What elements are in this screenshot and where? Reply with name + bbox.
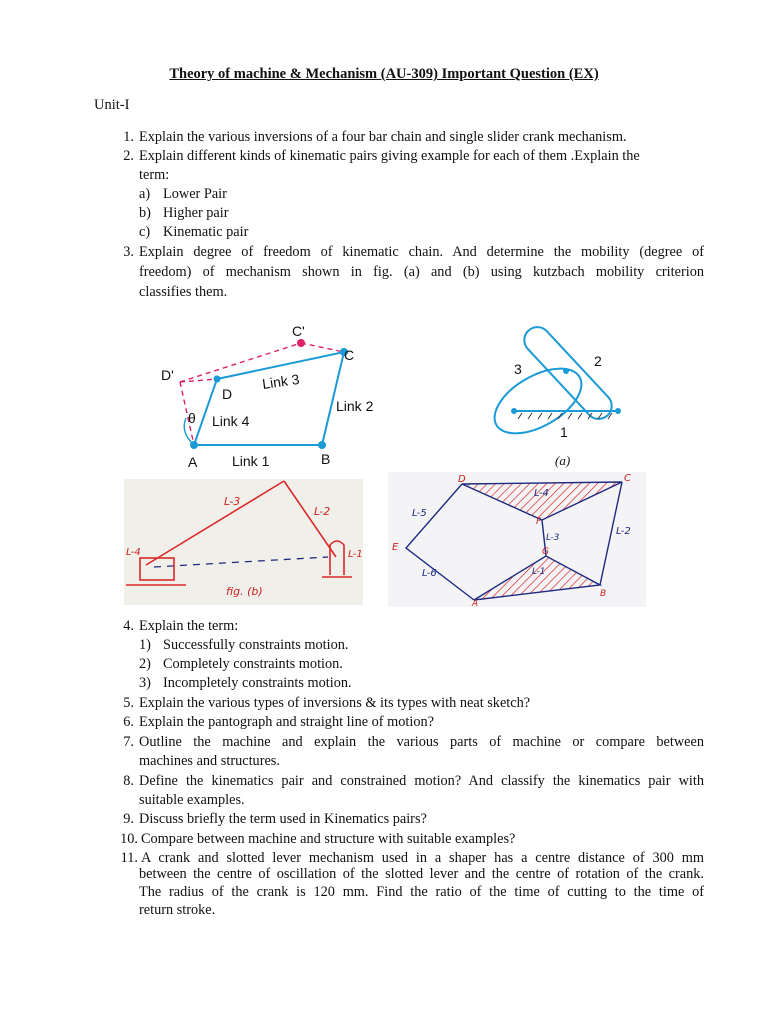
four-bar-chain-figure xyxy=(150,318,390,478)
joint-top xyxy=(563,368,569,374)
mechanism-sketch xyxy=(388,472,646,607)
label-c: C xyxy=(344,347,355,363)
sketch-label-l2: L-2 xyxy=(314,505,331,518)
label-d: D xyxy=(222,386,233,402)
joint-left xyxy=(511,408,517,414)
q1-text: Explain the various inversions of a four bar chain and single slider crank mechanism. xyxy=(139,129,627,145)
dashed-cprime-c xyxy=(301,343,344,352)
q3-line2: freedom) of mechanism shown in fig. (a) and (b) using kutzbach mobility criterion xyxy=(139,264,704,280)
q4-sub-1-label: 1) xyxy=(139,637,151,653)
q2-sub-c-text: Kinematic pair xyxy=(163,224,249,240)
sketch-label-l4: L-4 xyxy=(126,547,141,558)
page-title: Theory of machine & Mechanism (AU-309) Important Question (EX) xyxy=(169,66,599,82)
figure-a-caption: (a) xyxy=(555,453,571,468)
document-page: Theory of machine & Mechanism (AU-309) Important Question (EX) Unit-I 1. Explain the various inversions of a four bar chain and single slider crank mechanism. 2. Explain different kinds of kinematic pairs giving example for each of them .Explain the term: a) Lower Pair b) Higher pair c) Kinematic pair 3. Explain degree of freedom of kinematic chain. And determine the mobility (degree of freedom) of mechanism shown in fig. (a) and (b) using kutzbach mobility criterion classifies them. C' C D' D θ A B Link 1 Link 2 Link 3 Link 4 3 2 1 (a) L-3 L-2 L-4 L-1 fig. (b) D C E F G A B L-4 L-5 L-3 L-2 L-6 L-1 4. Explain the term: 1) Successfully constraints motion. 2) Completely constraints motion. 3) Incompletely constraints motion. 5. Explain the various types of inversions & its types with neat sketch? 6. Explain the pantograph and straight line of motion? 7. Outline the machine and explain the various parts of machine or compare between machines and structures. 8. Define the kinematics pair and constrained motion? And classify the kinematics pair with suitable examples. 9. Discuss briefly the term used in Kinematics pairs? 10. Compare between machine and structure with suitable examples? 11. A crank and slotted lever mechanism used in a shaper has a centre distance of 300 mm between the centre of oscillation of the slotted lever and the centre of rotation of the crank. The radius of the crank is 120 mm. Find the ratio of the time of cutting to the time of return stroke. xyxy=(0,0,768,1024)
q9-text: Discuss briefly the term used in Kinematics pairs? xyxy=(139,811,427,827)
sketch-label-l2: L-2 xyxy=(616,526,631,537)
label-c-prime: C' xyxy=(292,323,305,339)
label-link1: Link 1 xyxy=(232,453,270,469)
handwritten-mechanism-photo xyxy=(388,472,646,607)
q2-sub-a-label: a) xyxy=(139,186,151,202)
q2-sub-c-label: c) xyxy=(139,224,151,240)
sketch-label-d: D xyxy=(458,474,466,485)
q8-line2: suitable examples. xyxy=(139,792,245,808)
q10-text: Compare between machine and structure with suitable examples? xyxy=(141,831,516,847)
label-1: 1 xyxy=(560,424,568,440)
label-a: A xyxy=(188,454,198,470)
q5-text: Explain the various types of inversions & its types with neat sketch? xyxy=(139,695,531,711)
q2-line2: term: xyxy=(139,167,170,183)
sketch-label-l1: L-1 xyxy=(348,549,363,560)
sketch-label-l6: L-6 xyxy=(422,568,437,579)
sketch-label-e: E xyxy=(392,542,399,553)
label-theta: θ xyxy=(188,410,196,426)
q11-line4: return stroke. xyxy=(139,902,216,918)
q2-line1: Explain different kinds of kinematic pairs giving example for each of them .Explain the xyxy=(139,148,640,164)
q4-sub-1-text: Successfully constraints motion. xyxy=(163,637,349,653)
q7-line2: machines and structures. xyxy=(139,753,280,769)
joint-d xyxy=(214,376,221,383)
sketch-label-fig-b: fig. (b) xyxy=(226,585,263,598)
q3-line3: classifies them. xyxy=(139,284,228,300)
dashed-dprime-d xyxy=(180,379,217,382)
sketch-label-c: C xyxy=(624,473,631,484)
sketch-label-l4: L-4 xyxy=(534,488,549,499)
label-link3: Link 3 xyxy=(261,370,301,392)
unit-heading: Unit-I xyxy=(94,97,130,113)
q11-line1: A crank and slotted lever mechanism used in a shaper has a centre distance of 300 mm xyxy=(141,850,704,866)
joint-b xyxy=(318,441,326,449)
sketch-label-l1: L-1 xyxy=(532,567,546,577)
label-3: 3 xyxy=(514,361,522,377)
handwritten-figure-b-photo xyxy=(124,479,363,605)
q2-sub-a-text: Lower Pair xyxy=(163,186,227,202)
joint-a xyxy=(190,441,198,449)
label-link4: Link 4 xyxy=(212,413,250,429)
sketch-label-l3: L-3 xyxy=(546,533,560,543)
q6-text: Explain the pantograph and straight line of motion? xyxy=(139,714,434,730)
four-bar-links xyxy=(194,352,344,445)
label-d-prime: D' xyxy=(161,367,174,383)
sketch-label-f: F xyxy=(536,517,542,527)
figure-a xyxy=(478,318,638,470)
sketch-label-l3: L-3 xyxy=(224,495,241,508)
label-link2: Link 2 xyxy=(336,398,374,414)
sketch-label-a: A xyxy=(472,599,479,607)
q11-line2: between the centre of oscillation of the slotted lever and the centre of rotation of the crank. xyxy=(139,866,704,882)
q2-sub-b-label: b) xyxy=(139,205,151,221)
q4-sub-2-label: 2) xyxy=(139,656,151,672)
label-b: B xyxy=(321,451,331,467)
label-2: 2 xyxy=(594,353,602,369)
q2-sub-b-text: Higher pair xyxy=(163,205,229,221)
sketch-label-b: B xyxy=(600,589,607,599)
sketch-label-g: G xyxy=(542,547,549,557)
q4-sub-2-text: Completely constraints motion. xyxy=(163,656,343,672)
q3-line1: Explain degree of freedom of kinematic chain. And determine the mobility (degree of xyxy=(139,244,704,260)
link-3-ellipse xyxy=(484,355,592,446)
figure-b-sketch xyxy=(124,479,363,605)
joint-right xyxy=(615,408,621,414)
q7-line1: Outline the machine and explain the various parts of machine or compare between xyxy=(139,734,704,750)
sketch-label-l5: L-5 xyxy=(412,508,427,519)
joint-c-prime xyxy=(297,339,305,347)
q4-sub-3-text: Incompletely constraints motion. xyxy=(163,675,352,691)
q4-text: Explain the term: xyxy=(139,618,239,634)
q4-sub-3-label: 3) xyxy=(139,675,151,691)
q8-line1: Define the kinematics pair and constrained motion? And classify the kinematics pair with xyxy=(139,773,704,789)
q11-line3: The radius of the crank is 120 mm. Find the ratio of the time of cutting to the time of xyxy=(139,884,704,900)
